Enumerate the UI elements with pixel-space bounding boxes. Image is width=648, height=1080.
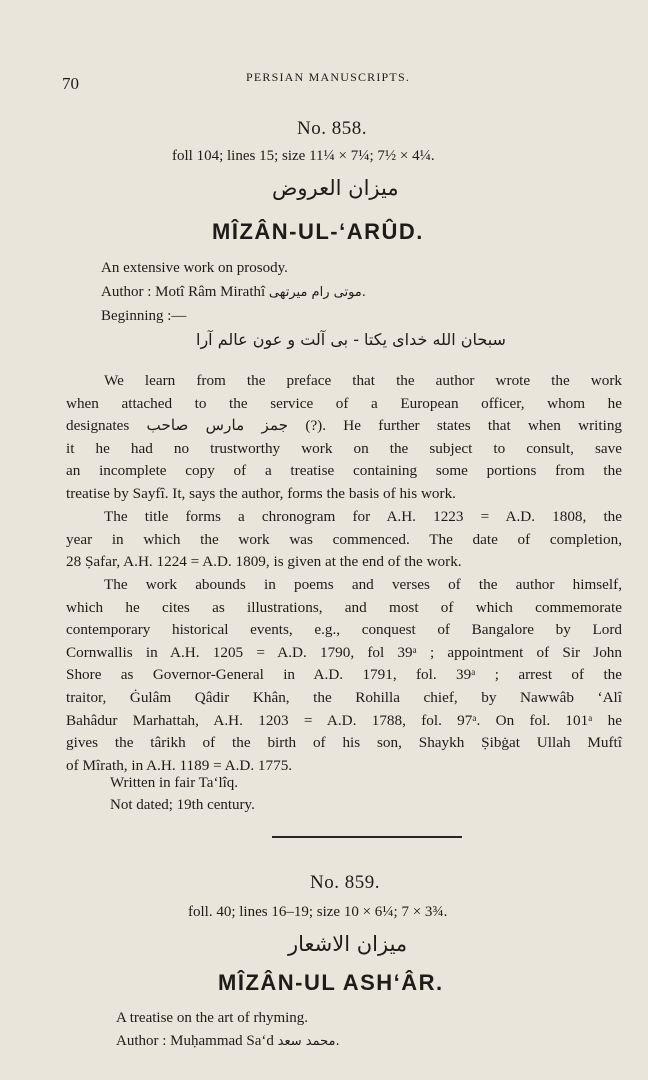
page-number: 70 (62, 74, 79, 93)
entry-858-beginning-label: Beginning :— (101, 308, 187, 324)
running-title: PERSIAN MANUSCRIPTS. (246, 70, 411, 84)
section-divider (272, 836, 462, 838)
text-line: Shore as Governor-General in A.D. 1791, fol. 39ᵃ ; arrest of the (66, 666, 622, 684)
text-line: The work abounds in poems and verses of the author himself, (104, 576, 622, 593)
text-line: Bahâdur Marhattah, A.H. 1203 = A.D. 1788, fol. 97ᵃ. On fol. 101ᵃ he (66, 711, 622, 729)
entry-858-paragraph-chronogram (66, 506, 622, 574)
entry-858-number: No. 858. (297, 118, 367, 139)
text-line: designates جمز مارس صاحب (?). He further states that when writing (66, 417, 623, 435)
entry-858-title: MÎZÂN-UL-‘ARÛD. (212, 219, 424, 244)
entry-858-description: An extensive work on prosody. (101, 260, 288, 276)
text-line: treatise by Sayfî. It, says the author, forms the basis of his work. (66, 484, 456, 502)
entry-859-collation: foll. 40; lines 16–19; size 10 × 6¼; 7 × 3¾. (188, 904, 448, 920)
entry-858-author (101, 284, 366, 301)
author-arabic: محمد سعد. (277, 1034, 340, 1049)
text-line: 28 Ṣafar, A.H. 1224 = A.D. 1809, is given at the end of the work. (66, 553, 462, 571)
text-line: when attached to the service of a European officer, whom he (66, 394, 622, 412)
text-line: it he had no trustworthy work on the subject to consult, save (66, 439, 622, 457)
entry-859-number: No. 859. (310, 872, 380, 893)
text-line: year in which the work was commenced. The date of completion, (66, 530, 622, 548)
entry-859-title: MÎZÂN-UL ASH‘ÂR. (218, 970, 444, 995)
text-line: an incomplete copy of a treatise containing some portions from the (66, 462, 622, 480)
entry-858-beginning-text: سبحان الله خدای یکتا - بی آلت و عون عالم آرا (196, 330, 506, 349)
text-line: traitor, Ġulâm Qâdir Khân, the Rohilla chief, by Nawwâb ‘Alî (66, 688, 622, 706)
author-label: Author : Muḥammad Sa‘d (116, 1033, 274, 1049)
entry-858-dated: Not dated; 19th century. (110, 797, 255, 813)
text-line: which he cites as illustrations, and most of which commemorate (66, 598, 622, 616)
entry-859-author (116, 1033, 340, 1050)
text-line: The title forms a chronogram for A.H. 1223 = A.D. 1808, the (104, 508, 622, 525)
text-line: Cornwallis in A.H. 1205 = A.D. 1790, fol 39ᵃ ; appointment of Sir John (66, 643, 622, 661)
entry-858-arabic-title: ميزان العروض (272, 176, 399, 200)
author-arabic: موتی رام میرتهی. (268, 285, 366, 300)
entry-859-arabic-title: ميزان الاشعار (288, 932, 408, 956)
entry-858-collation: foll 104; lines 15; size 11¼ × 7¼; 7½ × 4¼. (172, 148, 435, 164)
text-line: We learn from the preface that the author wrote the work (104, 372, 622, 389)
entry-858-written: Written in fair Ta‘lîq. (110, 775, 239, 791)
entry-858-paragraph-poems (66, 574, 622, 777)
entry-859-description: A treatise on the art of rhyming. (116, 1010, 309, 1026)
text-line: of Mîrath, in A.H. 1189 = A.D. 1775. (66, 756, 293, 774)
author-label: Author : Motî Râm Mirathî (101, 284, 266, 300)
text-line: contemporary historical events, e.g., conquest of Bangalore by Lord (66, 621, 622, 639)
text-line: gives the târikh of the birth of his son, Shaykh Ṣibġat Ullah Muftî (66, 734, 622, 752)
entry-858-paragraph-preface (66, 370, 622, 506)
